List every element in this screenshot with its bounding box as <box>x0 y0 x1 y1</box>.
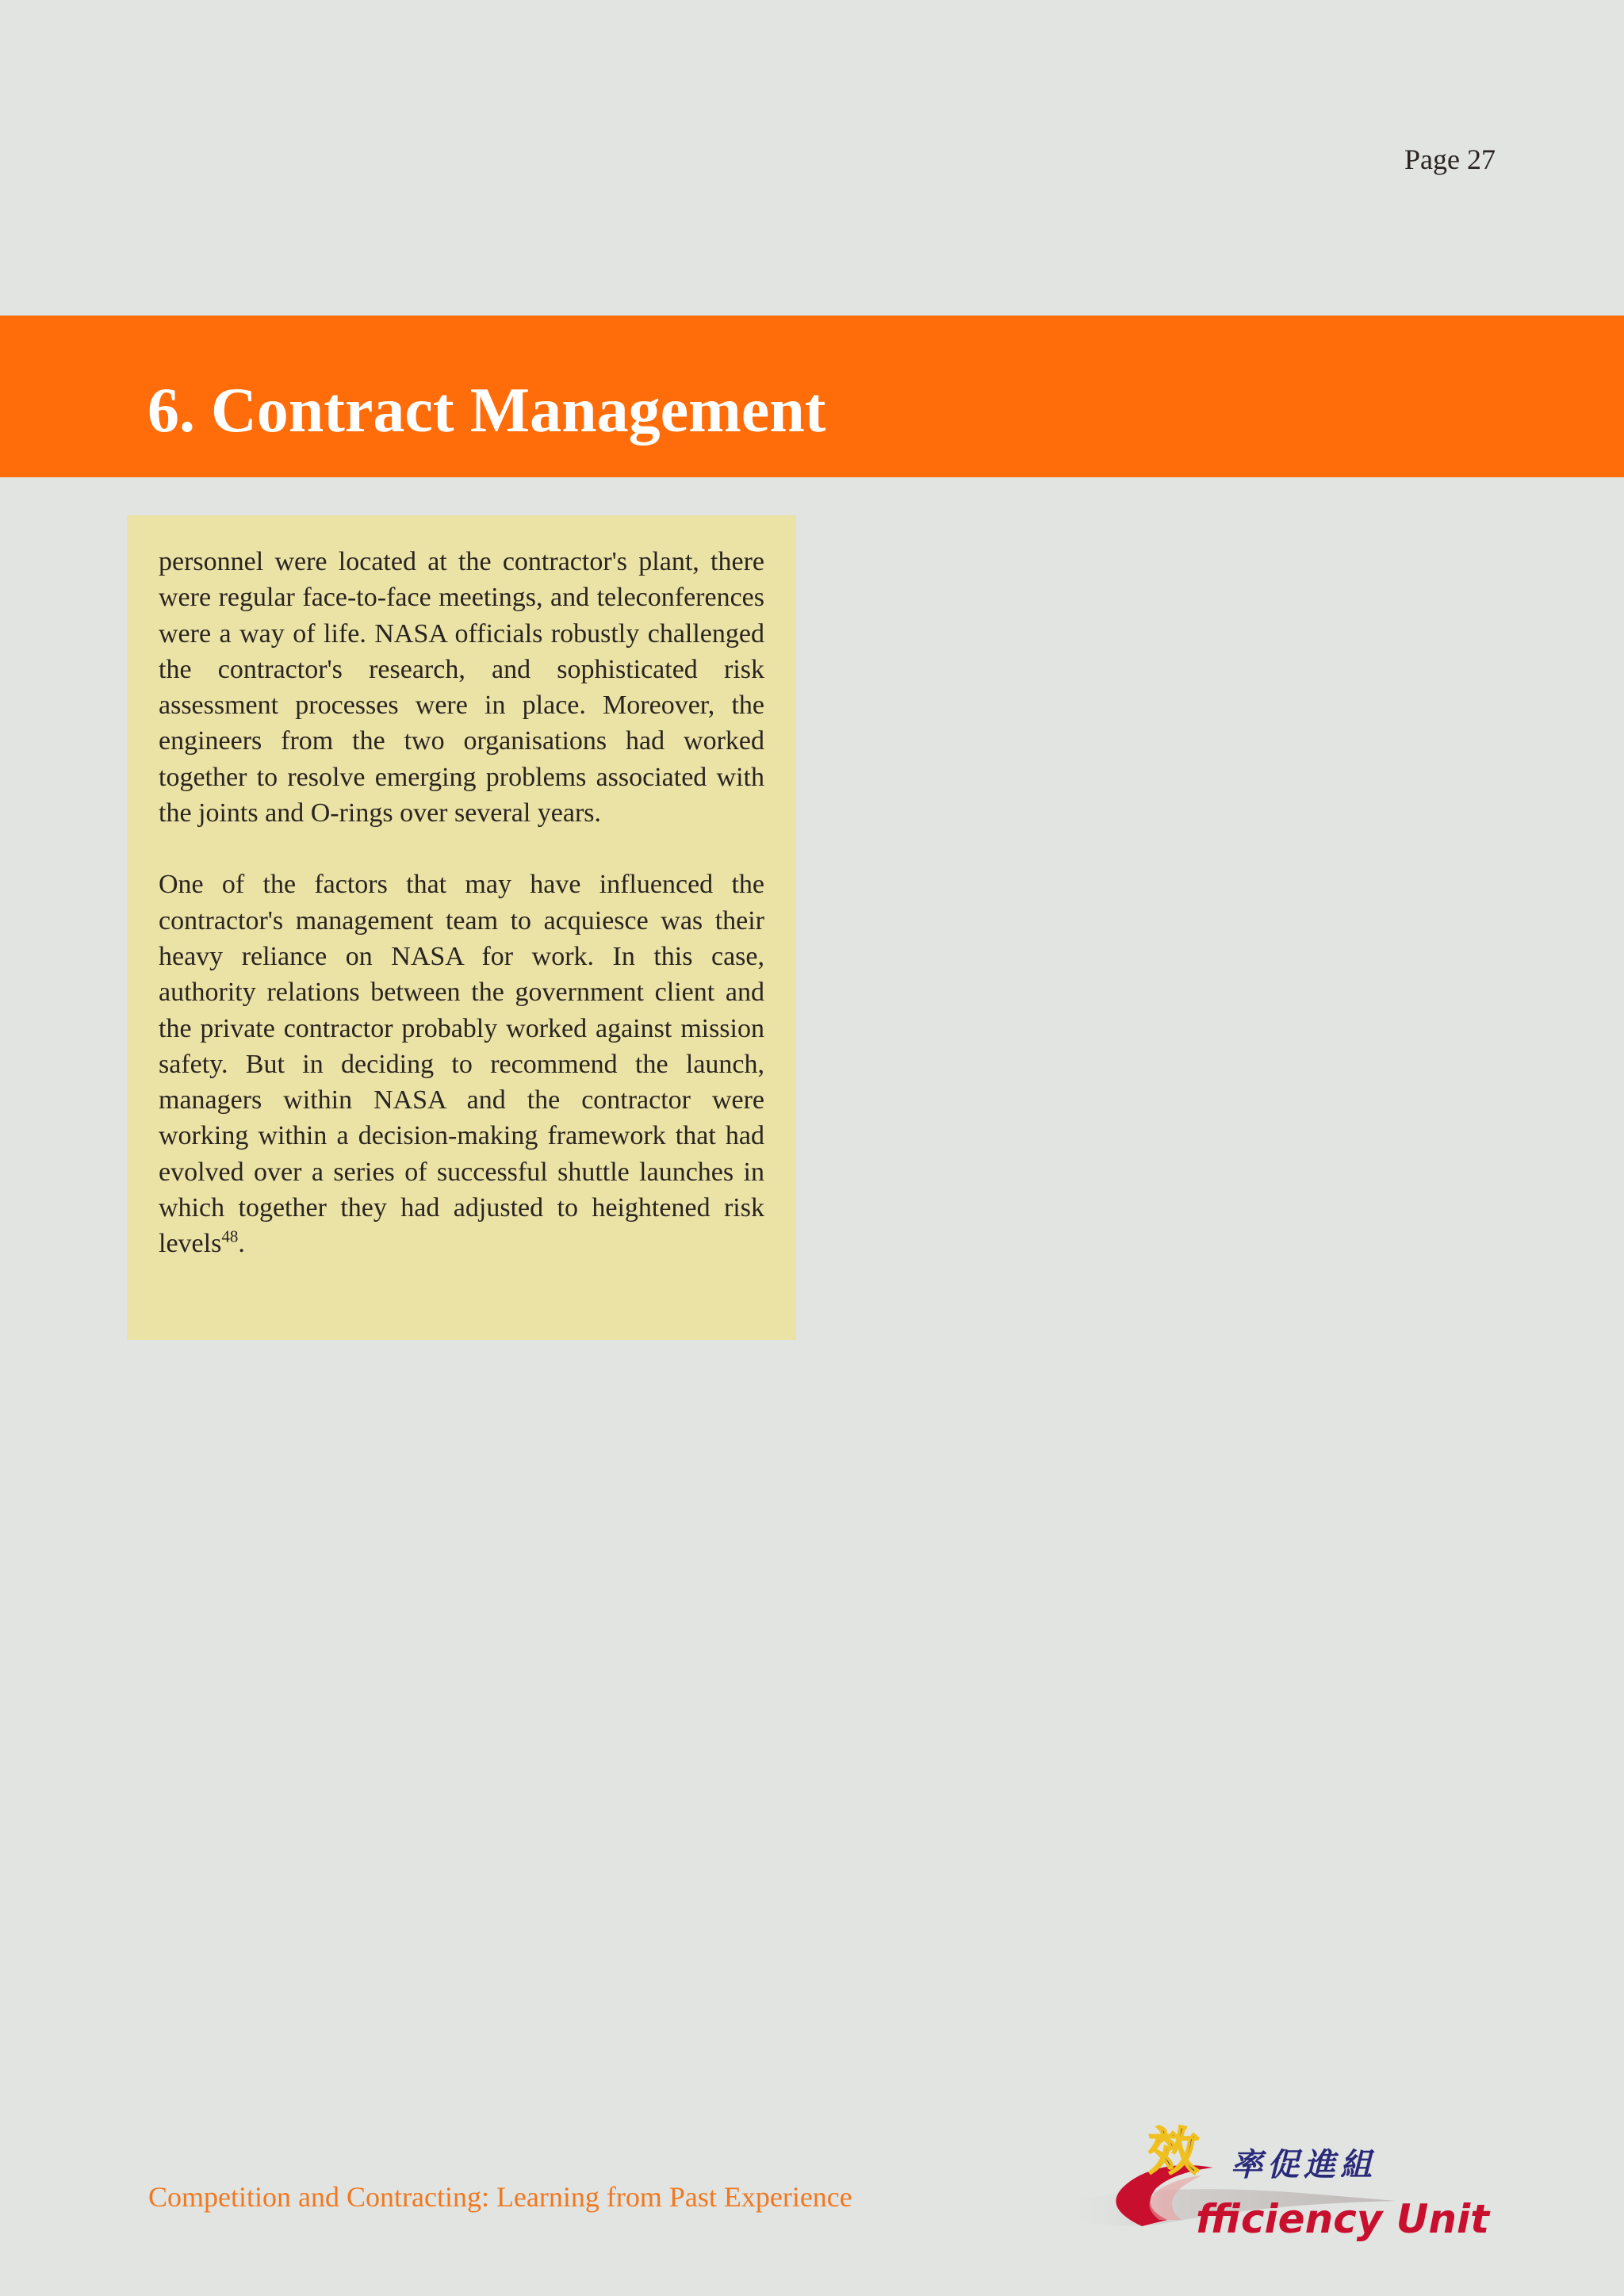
logo-english-text: fficiency Unit <box>1196 2196 1490 2242</box>
case-study-box <box>127 515 796 1340</box>
chapter-title: 6. Contract Management <box>147 376 826 446</box>
case-study-paragraph-1: personnel were located at the contractor's plant, there were regular face-to-face meetings, and teleconferences were a way of life. NASA officials robustly challenged the contractor's research, and sophisticated risk assessment processes were in place. Moreover, the engineers from the two organisations had worked together to resolve emerging problems associated with the joints and O-rings over several years. <box>159 547 764 828</box>
logo-chinese-text: 率促進組 <box>1231 2147 1377 2183</box>
chapter-header-band <box>0 316 1624 477</box>
page-number: Page 27 <box>1404 144 1496 175</box>
case-study-paragraph-2 <box>159 867 764 1261</box>
case-study-paragraph-2-end: . <box>238 1229 245 1259</box>
efficiency-unit-logo <box>1063 2109 1491 2252</box>
footer-publication-title: Competition and Contracting: Learning from Past Experience <box>148 2181 852 2213</box>
logo-chinese-character: 效 <box>1148 2123 1199 2182</box>
footnote-reference[interactable]: 48 <box>221 1227 239 1247</box>
case-study-paragraph-2-text: One of the factors that may have influenced the contractor's management team to acquiesce was their heavy reliance on NASA for work. In this case, authority relations between the government client and the private contractor probably worked against mission safety. But in deciding to recommend the launch, managers within NASA and the contractor were working within a decision-making framework that had evolved over a series of successful shuttle launches in which together they had adjusted to heightened risk levels <box>159 870 764 1259</box>
